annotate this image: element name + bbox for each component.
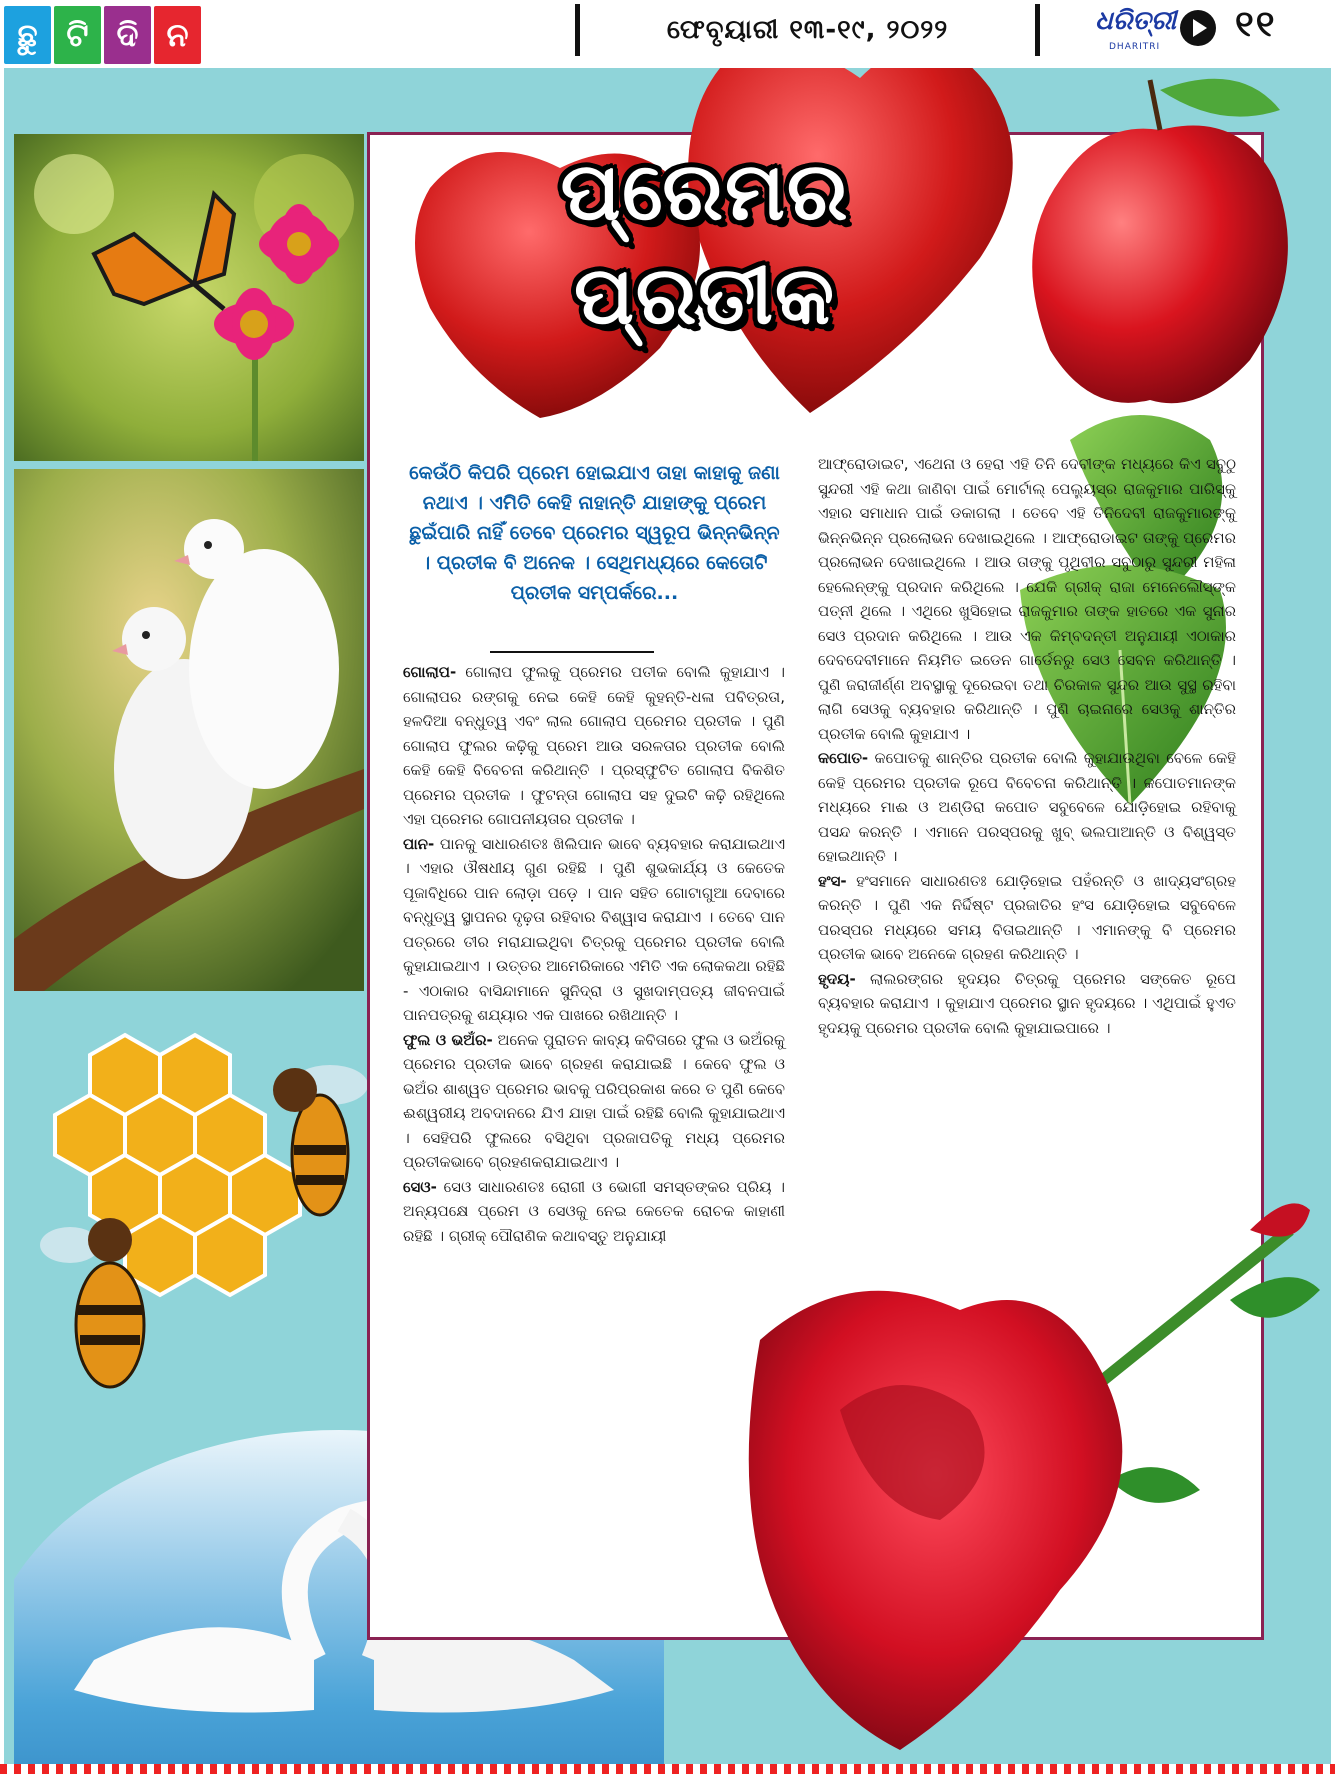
paragraph-label: ସେଓ- (403, 1177, 437, 1196)
paragraph-label: ହଂସ- (818, 871, 847, 890)
paragraph-text: ହଂସମାନେ ସାଧାରଣତଃ ଯୋଡ଼ିହୋଇ ପହଁରନ୍ତି ଓ ଖାଦ୍ୟସଂଗ୍ରହ କରନ୍ତି । ପୁଣି ଏକ ନିର୍ଦ୍ଦିଷ୍ଟ ପ୍ରଜାତିର ହଂସ ଯୋଡ଼ିହୋଇ ସବୁବେଳେ ପରସ୍ପର ମଧ୍ୟରେ ସମୟ ବିତାଇଥାନ୍ତି । ଏମାନଙ୍କୁ ବି ପ୍ରେମର ପ୍ରତୀକ ଭାବେ ଅନେକେ ଗ୍ରହଣ କରିଥାନ୍ତି । (818, 871, 1236, 963)
paragraph-text: ଗୋଲାପ ଫୁଲକୁ ପ୍ରେମର ପତୀକ ବୋଲି କୁହାଯାଏ । ଗୋଲାପର ରଙ୍ଗକୁ ନେଇ କେହି କେହି କୁହନ୍ତି-ଧଳା ପବିତ୍ରତା, ହଳଦିଆ ବନ୍ଧୁତ୍ୱ ଏବଂ ଲାଲ ଗୋଲାପ ପ୍ରେମର ପ୍ରତୀକ । ପୁଣି ଗୋଲାପ ଫୁଲର କଢ଼ିକୁ ପ୍ରେମ ଆଉ ସରଳତାର ପ୍ରତୀକ ବୋଲି କେହି କେହି ବିବେଚନା କରିଥାନ୍ତି । ପ୍ରସ୍ଫୁଟିତ ଗୋଲାପ ବିକଶିତ ପ୍ରେମର ପ୍ରତୀକ । ଫୁଟନ୍ତା ଗୋଲାପ ସହ ଦୁଇଟି କଢ଼ି ରହିଥିଲେ ଏହା ପ୍ରେମର ଗୋପନୀୟତାର ପ୍ରତୀକ । (403, 663, 785, 828)
brand-subtitle: DHARITRI (1109, 42, 1161, 52)
paragraph-label: ଫୁଲ ଓ ଭଅଁର- (403, 1030, 493, 1049)
bees-honeycomb-image (30, 1005, 375, 1420)
title-line-1: ପ୍ରେମର (560, 145, 850, 238)
article-column-left (403, 660, 785, 1248)
section-masthead (4, 6, 201, 64)
masthead-letter: ନ (154, 6, 201, 64)
article-intro: କେଉଁଠି କିପରି ପ୍ରେମ ହୋଇଯାଏ ତାହା କାହାକୁ ଜଣା ନଥାଏ । ଏମିତି କେହି ନାହାନ୍ତି ଯାହାଙ୍କୁ ପ୍ରେମ ଛୁଇଁପାରି ନାହିଁ ତେବେ ପ୍ରେମର ସ୍ୱରୂପ ଭିନ୍ନଭିନ୍ନ । ପ୍ରତୀକ ବି ଅନେକ । ସେଥିମଧ୍ୟରେ କେତୋଟି ପ୍ରତୀକ ସମ୍ପର୍କରେ... (409, 462, 780, 604)
article-paragraph (818, 869, 1236, 967)
article-paragraph (403, 832, 785, 1028)
butterfly-flower-image (14, 134, 364, 461)
paragraph-label: ଗୋଲାପ- (403, 663, 457, 681)
brand-logo (1095, 4, 1177, 56)
paragraph-text: କପୋତକୁ ଶାନ୍ତିର ପ୍ରତୀକ ବୋଲି କୁହାଯାଉଥିବା ବେଳେ କେହି କେହି ପ୍ରେମର ପ୍ରତୀକ ରୂପେ ବିବେଚନା କରିଥାନ୍ତି । କପୋତମାନଙ୍କ ମଧ୍ୟରେ ମାଈ ଓ ଅଣ୍ଡିରା କପୋତ ସବୁବେଳେ ଯୋଡ଼ିହୋଇ ରହିବାକୁ ପସନ୍ଦ କରନ୍ତି । ଏମାନେ ପରସ୍ପରକୁ ଖୁବ୍ ଭଲପାଆନ୍ତି ଓ ବିଶ୍ୱସ୍ତ ହୋଇଥାନ୍ତି । (818, 749, 1236, 865)
title-line-2: ପ୍ରତୀକ (573, 249, 837, 342)
article-paragraph (818, 746, 1236, 869)
paragraph-text: ଅନେକ ପୁରାତନ କାବ୍ୟ କବିତାରେ ଫୁଲ ଓ ଭଅଁରକୁ ପ୍ରେମର ପ୍ରତୀକ ଭାବେ ଗ୍ରହଣ କରାଯାଇଛି । କେବେ ଫୁଲ ଓ ଭଅଁର ଶାଶ୍ୱତ ପ୍ରେମର ଭାବକୁ ପରିପ୍ରକାଶ କରେ ତ ପୁଣି କେବେ ଈଶ୍ୱରୀୟ ଅବଦାନରେ ଯିଏ ଯାହା ପାଇଁ ରହିଛି ବୋଲି କୁହାଯାଇଥାଏ । ସେହିପରି ଫୁଲରେ ବସିଥିବା ପ୍ରଜାପତିକୁ ମଧ୍ୟ ପ୍ରେମର ପ୍ରତୀକଭାବେ ଗ୍ରହଣକରାଯାଇଥାଏ । (403, 1030, 785, 1171)
masthead-letter: ଦି (104, 6, 151, 64)
play-icon (1180, 10, 1216, 46)
masthead-letter: ଛୁ (4, 6, 51, 64)
bottom-border (0, 1764, 1335, 1774)
page-number: ୧୧ (1235, 4, 1277, 45)
paragraph-label: ପାନ- (403, 834, 435, 853)
page-header (0, 0, 1335, 68)
paragraph-label: ହୃଦୟ- (818, 969, 856, 988)
paragraph-text: ପାନକୁ ସାଧାରଣତଃ ଖିଲିପାନ ଭାବେ ବ୍ୟବହାର କରାଯାଇଥାଏ । ଏହାର ଔଷଧୀୟ ଗୁଣ ରହିଛି । ପୁଣି ଶୁଭକାର୍ଯ୍ୟ ଓ କେତେକ ପୂଜାବିଧିରେ ପାନ ଲୋଡ଼ା ପଡ଼େ । ପାନ ସହିତ ଗୋଟାଗୁଆ ଦେବାରେ ବନ୍ଧୁତ୍ୱ ସ୍ଥାପନର ଦୃଢ଼ତା ରହିବାର ବିଶ୍ୱାସ କରାଯାଏ । ତେବେ ପାନ ପତ୍ରରେ ତୀର ମରାଯାଇଥିବା ଚିତ୍ରକୁ ପ୍ରେମର ପ୍ରତୀକ ବୋଲି କୁହାଯାଇଥାଏ । ଉତ୍ତର ଆମେରିକାରେ ଏମିତି ଏକ ଲୋକକଥା ରହିଛି - ଏଠାକାର ବାସିନ୍ଦାମାନେ ସୁନିଦ୍ରା ଓ ସୁଖଦାମ୍ପତ୍ୟ ଜୀବନପାଇଁ ପାନପତ୍ରକୁ ଶଯ୍ୟାର ଏକ ପାଖରେ ରଖିଥାନ୍ତି । (403, 834, 785, 1024)
divider (490, 651, 654, 653)
article-paragraph (403, 1028, 785, 1175)
article-title (470, 140, 940, 348)
article-column-right (818, 452, 1236, 1040)
article-paragraph (818, 967, 1236, 1041)
masthead-letter: ଟି (54, 6, 101, 64)
article-paragraph (403, 1175, 785, 1249)
paragraph-text: ଲାଲରଙ୍ଗର ହୃଦୟର ଚିତ୍ରକୁ ପ୍ରେମର ସଙ୍କେତ ରୂପେ ବ୍ୟବହାର କରାଯାଏ । କୁହାଯାଏ ପ୍ରେମର ସ୍ଥାନ ହୃଦୟରେ । ଏଥିପାଇଁ ହୁଏତ ହୃଦୟକୁ ପ୍ରେମର ପ୍ରତୀକ ବୋଲି କୁହାଯାଇପାରେ । (818, 969, 1236, 1037)
paragraph-label: କପୋତ- (818, 749, 869, 767)
issue-date: ଫେବୃୟାରୀ ୧୩-୧୯, ୨୦୨୨ (575, 4, 1040, 56)
article-paragraph (403, 660, 785, 832)
paragraph-text: ସେଓ ସାଧାରଣତଃ ରୋଗୀ ଓ ଭୋଗୀ ସମସ୍ତଙ୍କର ପ୍ରିୟ । ଅନ୍ୟପକ୍ଷେ ପ୍ରେମ ଓ ସେଓକୁ ନେଇ କେତେକ ରୋଚକ କାହାଣୀ ରହିଛି । ଗ୍ରୀକ୍ ପୌରାଣିକ କଥାବସ୍ତୁ ଅନୁଯାୟୀ (403, 1177, 785, 1245)
doves-image (14, 469, 364, 991)
paragraph-text: ଆଫ୍ରୋଡାଇଟ, ଏଥେନା ଓ ହେରା ଏହି ତିନି ଦେବୀଙ୍କ ମଧ୍ୟରେ କିଏ ସବୁଠୁ ସୁନ୍ଦରୀ ଏହି କଥା ଜାଣିବା ପାଇଁ ମୋର୍ଟାଲ୍ ପେଲ୍ୟୁସ୍‌ର ରାଜକୁମାର ପାରିସ୍‌କୁ ଏହାର ସମାଧାନ ପାଇଁ ଡକାଗଲା । ତେବେ ଏହି ତିନିଦେବୀ ରାଜକୁମାରଙ୍କୁ ଭିନ୍ନଭିନ୍ନ ପ୍ରଲୋଭନ ଦେଖାଇଥିଲେ । ଆଫ୍ରୋଡାଇଟ ତାଙ୍କୁ ପ୍ରେମର ପ୍ରଲୋଭନ ଦେଖାଇଥିଲେ । ଆଉ ତାଙ୍କୁ ପୃଥିବୀର ସବୁଠାରୁ ସୁନ୍ଦରୀ ମହିଳା ହେଲେନ୍‌ଙ୍କୁ ପ୍ରଦାନ କରିଥିଲେ । ଯେକି ଗ୍ରୀକ୍ ରାଜା ମେନେଲୌସ୍‌ଙ୍କ ପତ୍ନୀ ଥିଲେ । ଏଥିରେ ଖୁସିହୋଇ ରାଜକୁମାର ତାଙ୍କ ହାତରେ ଏକ ସୁନାର ସେଓ ପ୍ରଦାନ କରିଥିଲେ । ଆଉ ଏକ କିମ୍ବଦନ୍ତୀ ଅନୁଯାୟୀ ଏଠାକାର ଦେବଦେବୀମାନେ ନିୟମିତ ଇଡେନ ଗାର୍ଡେନରୁ ସେଓ ସେବନ କରିଥାନ୍ତି । ପୁଣି ଜରାଜୀର୍ଣ୍ଣ ଅବସ୍ଥାକୁ ଦୂରେଇବା ତଥା ଚିରକାଳ ସୁନ୍ଦର ଆଉ ସୁସ୍ଥ ରହିବା ଲାଗି ସେଓକୁ ବ୍ୟବହାର କରିଥାନ୍ତି । ପୁଣି ଚାଇନାରେ ସେଓକୁ ଶାନ୍ତିର ପ୍ରତୀକ ବୋଲି କୁହାଯାଏ । (818, 455, 1236, 743)
bee-icon (40, 1218, 144, 1387)
apple-image (1010, 70, 1310, 415)
article-paragraph (818, 452, 1236, 746)
rose-image (730, 1190, 1330, 1770)
brand-name: ଧରିତ୍ରୀ (1095, 6, 1177, 36)
